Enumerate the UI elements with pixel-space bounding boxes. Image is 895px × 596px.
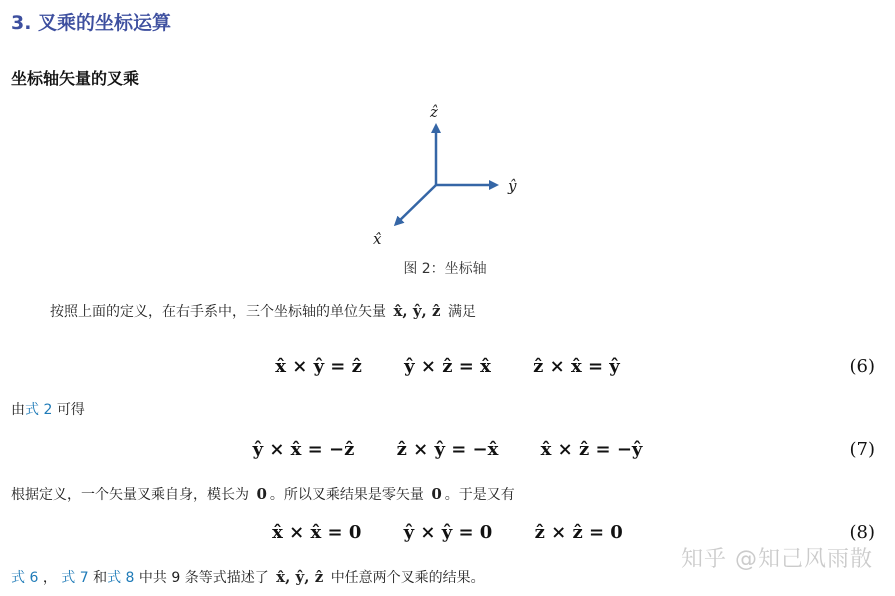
equation-term: x̂ × ŷ = ẑ — [275, 356, 362, 377]
equation-6-link[interactable]: 式 6 — [11, 570, 39, 586]
intro-suffix: 满足 — [447, 304, 476, 320]
x-axis-label: x̂ — [373, 230, 382, 248]
definition-text: 。于是又有 — [444, 487, 515, 503]
equation-term: x̂ × x̂ = 0 — [272, 522, 362, 543]
coordinate-axes-diagram — [360, 100, 530, 250]
x-axis-arrow — [396, 185, 436, 224]
equation-number: (8) — [849, 522, 875, 543]
unit-vectors-math: x̂, ŷ, ẑ — [393, 302, 441, 320]
figure-caption: 图 2：坐标轴 — [403, 261, 487, 277]
summary-text: 中共 9 条等式描述了 — [138, 570, 269, 586]
definition-text: 根据定义，一个矢量叉乘自身，模长为 — [11, 487, 249, 503]
watermark: 知乎 @知己风雨散 — [681, 547, 873, 572]
equation-number: (6) — [849, 356, 875, 377]
equation-term: ẑ × ŷ = −x̂ — [396, 439, 499, 460]
intro-paragraph — [50, 301, 476, 322]
y-axis-label: ŷ — [508, 177, 517, 195]
equation-term: ẑ × x̂ = ŷ — [533, 356, 620, 377]
equation-6-body — [0, 352, 895, 382]
equation-2-link[interactable]: 式 2 — [25, 402, 53, 418]
definition-text: 。所以叉乘结果是零矢量 — [269, 487, 424, 503]
section-heading: 3. 叉乘的坐标运算 — [11, 12, 172, 34]
equation-8-link[interactable]: 式 8 — [107, 570, 135, 586]
equation-7-body — [0, 435, 895, 465]
equation-number: (7) — [849, 439, 875, 460]
summary-suffix: 中任意两个叉乘的结果。 — [330, 570, 485, 586]
coordinate-axes-figure — [360, 100, 530, 250]
equation-term: ẑ × ẑ = 0 — [534, 522, 623, 543]
equation-7 — [0, 435, 895, 465]
equation-term: x̂ × ẑ = −ŷ — [540, 439, 643, 460]
equation-term: ŷ × ŷ = 0 — [403, 522, 493, 543]
from-suffix: 可得 — [56, 402, 85, 418]
from-prefix: 由 — [11, 402, 25, 418]
equation-7-link[interactable]: 式 7 — [61, 570, 89, 586]
equation-term: ŷ × x̂ = −ẑ — [252, 439, 355, 460]
zero-scalar: 0 — [256, 485, 267, 503]
z-axis-label: ẑ — [430, 103, 438, 121]
equation-term: ŷ × ẑ = x̂ — [404, 356, 491, 377]
subsection-heading: 坐标轴矢量的叉乘 — [11, 69, 140, 88]
from-paragraph — [11, 400, 85, 420]
intro-text: 按照上面的定义，在右手系中，三个坐标轴的单位矢量 — [50, 304, 386, 320]
summary-separator: 和 — [93, 570, 108, 586]
summary-paragraph — [11, 567, 485, 588]
unit-vectors-math: x̂, ŷ, ẑ — [276, 568, 324, 586]
zero-vector: 0 — [431, 485, 442, 503]
equation-6 — [0, 352, 895, 382]
definition-paragraph — [11, 484, 515, 505]
summary-separator: ， — [42, 570, 57, 586]
